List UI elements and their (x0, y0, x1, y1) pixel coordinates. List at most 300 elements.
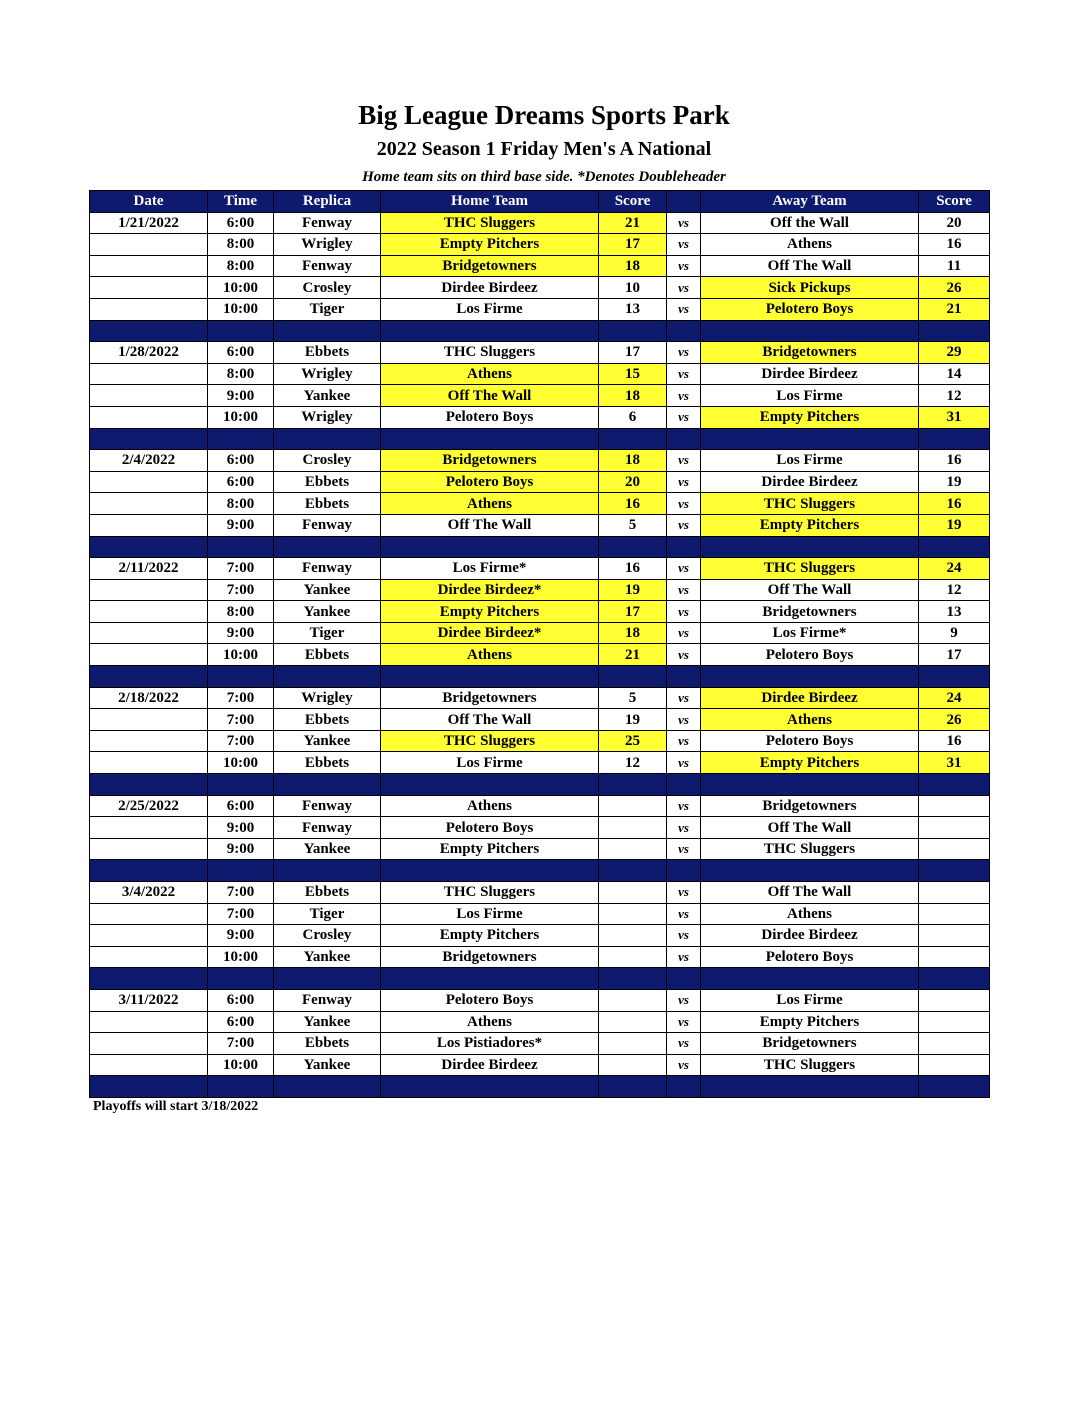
vs-label: vs (667, 687, 701, 709)
separator-cell (208, 320, 274, 342)
game-time: 8:00 (208, 255, 274, 277)
home-score (599, 1054, 667, 1076)
game-time: 10:00 (208, 752, 274, 774)
home-score: 16 (599, 493, 667, 515)
home-team: Dirdee Birdeez (381, 1054, 599, 1076)
away-score: 14 (919, 363, 990, 385)
home-score: 12 (599, 752, 667, 774)
away-score (919, 989, 990, 1011)
separator-cell (701, 320, 919, 342)
vs-label: vs (667, 838, 701, 860)
game-replica: Yankee (274, 385, 381, 407)
table-row (90, 385, 990, 407)
game-time: 10:00 (208, 298, 274, 320)
separator-cell (667, 1076, 701, 1098)
group-separator (90, 1076, 990, 1098)
table-row (90, 298, 990, 320)
separator-cell (381, 860, 599, 882)
separator-cell (208, 968, 274, 990)
separator-cell (599, 860, 667, 882)
separator-cell (599, 320, 667, 342)
game-time: 7:00 (208, 1033, 274, 1055)
game-replica: Yankee (274, 730, 381, 752)
separator-cell (90, 320, 208, 342)
separator-cell (599, 536, 667, 558)
separator-cell (919, 968, 990, 990)
game-date (90, 406, 208, 428)
table-row (90, 363, 990, 385)
vs-label: vs (667, 730, 701, 752)
table-row (90, 622, 990, 644)
game-time: 6:00 (208, 342, 274, 364)
away-score: 21 (919, 298, 990, 320)
away-score: 12 (919, 579, 990, 601)
away-team: THC Sluggers (701, 838, 919, 860)
game-time: 7:00 (208, 709, 274, 731)
away-score: 26 (919, 709, 990, 731)
home-score: 15 (599, 363, 667, 385)
separator-cell (919, 774, 990, 796)
game-date (90, 493, 208, 515)
schedule-note: Home team sits on third base side. *Denotes Doubleheader (362, 169, 726, 185)
table-row (90, 342, 990, 364)
game-replica: Wrigley (274, 363, 381, 385)
game-replica: Fenway (274, 514, 381, 536)
vs-label: vs (667, 406, 701, 428)
table-row (90, 989, 990, 1011)
separator-cell (667, 536, 701, 558)
schedule-table (89, 190, 990, 1098)
vs-label: vs (667, 795, 701, 817)
separator-cell (667, 774, 701, 796)
page-subtitle: 2022 Season 1 Friday Men's A National (376, 138, 712, 160)
home-team: Pelotero Boys (381, 989, 599, 1011)
separator-cell (208, 860, 274, 882)
vs-label: vs (667, 450, 701, 472)
game-replica: Yankee (274, 1011, 381, 1033)
game-date (90, 1011, 208, 1033)
away-team: Dirdee Birdeez (701, 471, 919, 493)
game-replica: Wrigley (274, 406, 381, 428)
separator-cell (919, 536, 990, 558)
home-team: Athens (381, 493, 599, 515)
away-team: Pelotero Boys (701, 946, 919, 968)
home-score: 10 (599, 277, 667, 299)
separator-cell (381, 968, 599, 990)
game-replica: Crosley (274, 450, 381, 472)
home-team: Athens (381, 1011, 599, 1033)
table-row (90, 752, 990, 774)
home-team: Dirdee Birdeez* (381, 622, 599, 644)
game-time: 9:00 (208, 817, 274, 839)
game-time: 10:00 (208, 406, 274, 428)
game-replica: Tiger (274, 622, 381, 644)
group-separator (90, 428, 990, 450)
home-team: Dirdee Birdeez* (381, 579, 599, 601)
away-score: 12 (919, 385, 990, 407)
game-date (90, 838, 208, 860)
separator-cell (701, 774, 919, 796)
table-row (90, 687, 990, 709)
home-team: Off The Wall (381, 709, 599, 731)
vs-label: vs (667, 709, 701, 731)
home-score (599, 903, 667, 925)
home-team: Empty Pitchers (381, 838, 599, 860)
game-time: 10:00 (208, 644, 274, 666)
separator-cell (919, 860, 990, 882)
away-score: 16 (919, 493, 990, 515)
away-score: 24 (919, 687, 990, 709)
game-time: 9:00 (208, 622, 274, 644)
home-score (599, 989, 667, 1011)
game-time: 7:00 (208, 882, 274, 904)
game-date: 2/18/2022 (90, 687, 208, 709)
separator-cell (274, 860, 381, 882)
away-score: 20 (919, 212, 990, 234)
away-team: Bridgetowners (701, 601, 919, 623)
game-time: 7:00 (208, 687, 274, 709)
separator-cell (599, 774, 667, 796)
game-date: 2/4/2022 (90, 450, 208, 472)
game-time: 8:00 (208, 601, 274, 623)
home-score: 20 (599, 471, 667, 493)
col-home-team: Home Team (381, 191, 599, 213)
game-replica: Fenway (274, 817, 381, 839)
separator-cell (701, 968, 919, 990)
game-date: 3/11/2022 (90, 989, 208, 1011)
game-replica: Tiger (274, 903, 381, 925)
home-score: 5 (599, 514, 667, 536)
separator-cell (599, 428, 667, 450)
table-row (90, 601, 990, 623)
separator-cell (599, 1076, 667, 1098)
vs-label: vs (667, 903, 701, 925)
vs-label: vs (667, 212, 701, 234)
home-score: 19 (599, 579, 667, 601)
vs-label: vs (667, 622, 701, 644)
separator-cell (90, 774, 208, 796)
home-team: Dirdee Birdeez (381, 277, 599, 299)
group-separator (90, 774, 990, 796)
game-replica: Ebbets (274, 471, 381, 493)
home-team: Bridgetowners (381, 255, 599, 277)
col-date: Date (90, 191, 208, 213)
away-score: 17 (919, 644, 990, 666)
game-time: 8:00 (208, 234, 274, 256)
home-score: 17 (599, 601, 667, 623)
game-date (90, 1054, 208, 1076)
separator-cell (208, 1076, 274, 1098)
away-team: Sick Pickups (701, 277, 919, 299)
away-team: Empty Pitchers (701, 752, 919, 774)
away-score: 19 (919, 514, 990, 536)
group-separator (90, 320, 990, 342)
game-date (90, 385, 208, 407)
game-date (90, 817, 208, 839)
table-row (90, 255, 990, 277)
away-score (919, 882, 990, 904)
home-score: 13 (599, 298, 667, 320)
game-replica: Ebbets (274, 644, 381, 666)
game-replica: Yankee (274, 1054, 381, 1076)
separator-cell (274, 1076, 381, 1098)
separator-cell (701, 860, 919, 882)
away-team: Off The Wall (701, 882, 919, 904)
home-score: 16 (599, 558, 667, 580)
game-replica: Fenway (274, 255, 381, 277)
separator-cell (701, 536, 919, 558)
schedule-header (90, 191, 990, 213)
table-row (90, 471, 990, 493)
table-row (90, 450, 990, 472)
home-score: 17 (599, 342, 667, 364)
away-score (919, 946, 990, 968)
game-replica: Fenway (274, 795, 381, 817)
away-team: Los Firme (701, 385, 919, 407)
game-replica: Fenway (274, 989, 381, 1011)
game-replica: Fenway (274, 558, 381, 580)
vs-label: vs (667, 579, 701, 601)
separator-cell (274, 968, 381, 990)
col-vs (667, 191, 701, 213)
home-score: 18 (599, 255, 667, 277)
away-score (919, 925, 990, 947)
home-team: Bridgetowners (381, 687, 599, 709)
home-score: 21 (599, 644, 667, 666)
away-team: THC Sluggers (701, 1054, 919, 1076)
separator-cell (208, 666, 274, 688)
game-date: 2/11/2022 (90, 558, 208, 580)
away-score: 16 (919, 450, 990, 472)
game-replica: Yankee (274, 838, 381, 860)
table-row (90, 709, 990, 731)
home-score (599, 795, 667, 817)
table-row (90, 514, 990, 536)
table-row (90, 1011, 990, 1033)
game-date (90, 622, 208, 644)
game-time: 10:00 (208, 1054, 274, 1076)
game-time: 8:00 (208, 493, 274, 515)
vs-label: vs (667, 385, 701, 407)
table-row (90, 925, 990, 947)
table-row (90, 817, 990, 839)
table-row (90, 903, 990, 925)
table-row (90, 644, 990, 666)
away-score: 31 (919, 752, 990, 774)
home-score (599, 817, 667, 839)
home-team: THC Sluggers (381, 212, 599, 234)
game-time: 10:00 (208, 946, 274, 968)
away-team: Pelotero Boys (701, 644, 919, 666)
col-away-team: Away Team (701, 191, 919, 213)
game-time: 9:00 (208, 385, 274, 407)
home-team: Off The Wall (381, 385, 599, 407)
game-date (90, 514, 208, 536)
away-score (919, 795, 990, 817)
table-row (90, 558, 990, 580)
away-team: Dirdee Birdeez (701, 925, 919, 947)
home-score: 19 (599, 709, 667, 731)
game-date (90, 234, 208, 256)
game-date (90, 298, 208, 320)
game-time: 7:00 (208, 903, 274, 925)
home-score: 6 (599, 406, 667, 428)
home-team: Bridgetowners (381, 946, 599, 968)
home-team: Los Firme* (381, 558, 599, 580)
group-separator (90, 968, 990, 990)
vs-label: vs (667, 1054, 701, 1076)
table-row (90, 234, 990, 256)
game-replica: Ebbets (274, 882, 381, 904)
separator-cell (274, 320, 381, 342)
vs-label: vs (667, 882, 701, 904)
game-replica: Wrigley (274, 687, 381, 709)
home-team: THC Sluggers (381, 882, 599, 904)
table-row (90, 493, 990, 515)
game-date (90, 277, 208, 299)
away-score: 24 (919, 558, 990, 580)
game-date (90, 579, 208, 601)
game-replica: Crosley (274, 277, 381, 299)
home-score (599, 838, 667, 860)
game-time: 6:00 (208, 212, 274, 234)
game-date (90, 730, 208, 752)
home-team: Empty Pitchers (381, 234, 599, 256)
vs-label: vs (667, 493, 701, 515)
vs-label: vs (667, 989, 701, 1011)
home-team: Los Pistiadores* (381, 1033, 599, 1055)
away-team: Empty Pitchers (701, 514, 919, 536)
game-date (90, 255, 208, 277)
game-time: 8:00 (208, 363, 274, 385)
table-row (90, 946, 990, 968)
away-team: Dirdee Birdeez (701, 363, 919, 385)
schedule-body (90, 212, 990, 1097)
game-date (90, 601, 208, 623)
game-replica: Yankee (274, 601, 381, 623)
away-team: Off The Wall (701, 817, 919, 839)
home-score: 17 (599, 234, 667, 256)
vs-label: vs (667, 558, 701, 580)
game-date: 2/25/2022 (90, 795, 208, 817)
game-date (90, 1033, 208, 1055)
game-date (90, 946, 208, 968)
away-score (919, 838, 990, 860)
home-score (599, 1033, 667, 1055)
vs-label: vs (667, 514, 701, 536)
home-team: THC Sluggers (381, 730, 599, 752)
separator-cell (90, 968, 208, 990)
home-team: Pelotero Boys (381, 471, 599, 493)
vs-label: vs (667, 1011, 701, 1033)
home-team: Bridgetowners (381, 450, 599, 472)
game-replica: Fenway (274, 212, 381, 234)
separator-cell (667, 428, 701, 450)
separator-cell (919, 320, 990, 342)
home-score: 21 (599, 212, 667, 234)
table-row (90, 838, 990, 860)
away-team: Athens (701, 903, 919, 925)
vs-label: vs (667, 752, 701, 774)
game-time: 6:00 (208, 989, 274, 1011)
away-team: Los Firme (701, 989, 919, 1011)
separator-cell (90, 536, 208, 558)
away-score: 29 (919, 342, 990, 364)
game-time: 9:00 (208, 925, 274, 947)
separator-cell (208, 428, 274, 450)
vs-label: vs (667, 644, 701, 666)
home-team: Pelotero Boys (381, 817, 599, 839)
away-score: 16 (919, 730, 990, 752)
away-team: Bridgetowners (701, 795, 919, 817)
separator-cell (667, 968, 701, 990)
separator-cell (919, 1076, 990, 1098)
home-team: Los Firme (381, 903, 599, 925)
separator-cell (701, 428, 919, 450)
separator-cell (919, 428, 990, 450)
away-score: 13 (919, 601, 990, 623)
separator-cell (919, 666, 990, 688)
group-separator (90, 536, 990, 558)
away-score: 9 (919, 622, 990, 644)
table-row (90, 1054, 990, 1076)
game-time: 6:00 (208, 450, 274, 472)
game-time: 9:00 (208, 514, 274, 536)
away-team: Bridgetowners (701, 342, 919, 364)
separator-cell (90, 860, 208, 882)
away-team: Empty Pitchers (701, 1011, 919, 1033)
game-replica: Ebbets (274, 752, 381, 774)
table-row (90, 1033, 990, 1055)
header-row (90, 191, 990, 213)
vs-label: vs (667, 298, 701, 320)
game-time: 9:00 (208, 838, 274, 860)
away-score (919, 1011, 990, 1033)
away-score: 26 (919, 277, 990, 299)
table-row (90, 406, 990, 428)
separator-cell (599, 968, 667, 990)
home-team: Off The Wall (381, 514, 599, 536)
game-replica: Ebbets (274, 493, 381, 515)
separator-cell (667, 860, 701, 882)
home-team: Los Firme (381, 298, 599, 320)
away-team: Pelotero Boys (701, 730, 919, 752)
away-team: Los Firme* (701, 622, 919, 644)
separator-cell (599, 666, 667, 688)
separator-cell (208, 774, 274, 796)
vs-label: vs (667, 925, 701, 947)
game-date (90, 644, 208, 666)
away-team: Athens (701, 709, 919, 731)
vs-label: vs (667, 817, 701, 839)
home-team: Athens (381, 795, 599, 817)
vs-label: vs (667, 1033, 701, 1055)
game-date (90, 903, 208, 925)
game-time: 7:00 (208, 558, 274, 580)
separator-cell (274, 536, 381, 558)
group-separator (90, 860, 990, 882)
away-score (919, 817, 990, 839)
separator-cell (381, 320, 599, 342)
home-score (599, 946, 667, 968)
home-score: 18 (599, 385, 667, 407)
separator-cell (381, 666, 599, 688)
separator-cell (274, 666, 381, 688)
game-replica: Ebbets (274, 1033, 381, 1055)
separator-cell (667, 320, 701, 342)
table-row (90, 795, 990, 817)
away-team: Empty Pitchers (701, 406, 919, 428)
